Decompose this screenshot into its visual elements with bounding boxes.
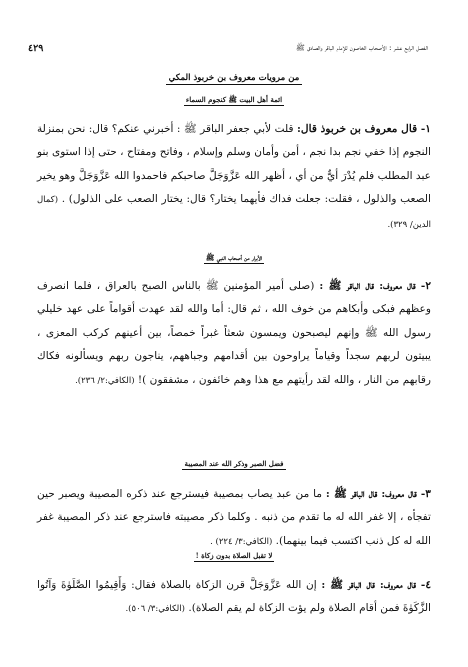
entry-source: (كمال الدين/ ٣٢٩). [37,195,431,230]
header-title: الفصل الرابع عشر : الأصحاب الخاصون للإمام الباقر والصادق ﷺ [295,42,428,52]
entry-source: (الكافي:٣/ ٢٢٤) . [210,536,273,547]
entry-lead: ٣- قال معروف: قال الباقر ﷺ : [325,487,431,500]
entry-text: (صلى أمير المؤمنين ﷺ بالناس الصبح بالعراق ، فلما انصرف وعظهم فبكى وأبكاهم من خوف الله ، ثم قال: أما والله لقد عهدت أقواماً على عهد خليلي رسول الله ﷺ وإنهم ليصبحون ويمسون شعثاً غبراً خمصاً، بين أعينهم كركب المعزى ، يبيتون لربهم سجداً وقياماً يراوحون بين أقدامهم وجباههم، يناجون ربهم ويسألونه فكاك رقابهم من النار ، والله لقد رأيتهم مع هذا وهم خائفون ، مشفقون )! [37,279,431,386]
topic-heading-2: الأبرار من أصحاب النبي ﷺ [205,253,263,262]
entry-lead: ٤- قال معروف: قال الباقر ﷺ : [321,578,432,591]
running-header [28,40,428,56]
entry-lead: ١- قال معروف بن خربوذ قال: [297,122,431,135]
entry-paragraph-1 [37,118,431,238]
entry-text: قلت لأبي جعفر الباقر ﷺ : أخبرني عنكم؟ قال: نحن بمنزلة النجوم إذا خفي نجم بدا نجم ، أمن وأمان وسلم وإسلام ، وفاتح ومفتاح ، حتى إذا استوى بنو عبد المطلب فلم يُدْرَ أيٌّ من أي ، أظهر الله عَزَّوَجَلَّ صاحبكم فاحمدوا الله عَزَّوَجَلَّ وهو يخير الصعب والذلول ، فقلت: جعلت فداك فأيهما يختار؟ قال: يختار الصعب على الذلول) . [37,122,431,206]
topic-heading-1: ائمة أهل البيت ﷺ كنجوم السماء [185,95,283,104]
entry-source: (الكافي:٣/ ٥٠٦). [125,604,185,615]
entry-source: (الكافي:٢/ ٢٣٦). [75,375,135,386]
section-title: من مرويات معروف بن خربوذ المكي [0,73,468,83]
topic-heading-3: فضل الصبر وذكر الله عند المصيبة [184,459,284,468]
entry-text: إن الله عَزَّوَجَلَّ قرن الزكاة بالصلاة فقال: وَأَقِيمُوا الصَّلَوٰةَ وَآتُوا الزَّكَوٰةَ فمن أقام الصلاة ولم يؤت الزكاة لم يقم الصلاة). [37,578,431,615]
entry-paragraph-3 [37,483,431,555]
entry-lead: ٢- قال معروف: قال الباقر ﷺ : [319,279,432,292]
topic-heading-4: لا تقبل الصلاة بدون زكاة ! [195,551,273,560]
entry-text: ما من عبد يصاب بمصيبة فيسترجع عند ذكره المصيبة ويصبر حين تفجأه ، إلا غفر الله له ما تقدم من ذنبه . وكلما ذكر مصيبته فاسترجع عند ذكر المصيبة غفر الله له كل ذنب اكتسب فيما بينهما). [37,487,431,547]
entry-paragraph-2 [37,275,431,394]
entry-paragraph-4 [37,574,431,622]
page-number: ٤٢٩ [28,42,44,54]
